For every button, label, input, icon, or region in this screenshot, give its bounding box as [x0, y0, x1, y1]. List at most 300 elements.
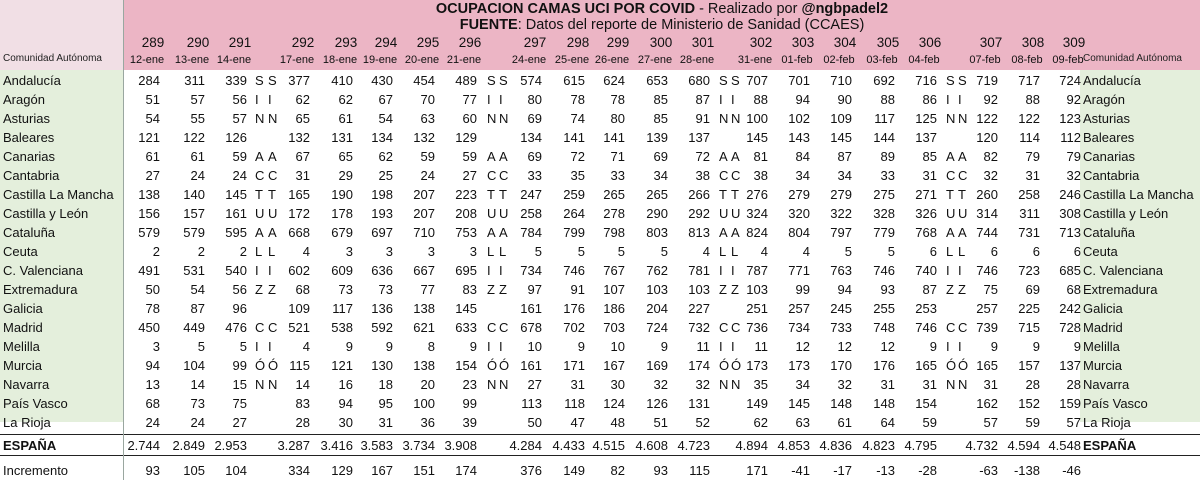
value-cell: 92: [983, 92, 998, 107]
value-cell: 27: [462, 168, 477, 183]
value-cell: 34: [653, 168, 668, 183]
column-number: 297: [523, 35, 547, 50]
table-row: [0, 71, 1200, 90]
gap-letter: Ó: [487, 358, 498, 373]
value-cell: 748: [873, 320, 895, 335]
gap-letter: Z: [487, 282, 495, 297]
gap-letter: A: [255, 149, 264, 164]
sheet-title: [124, 1, 1200, 18]
value-cell: 62: [378, 149, 393, 164]
total-separator: [0, 434, 1200, 435]
table-row: [0, 109, 1200, 128]
gap-letter: I: [731, 92, 735, 107]
value-cell: 69: [527, 149, 542, 164]
value-cell: 8: [427, 339, 435, 354]
gap-letter: U: [487, 206, 497, 221]
value-cell: 14: [295, 377, 310, 392]
value-cell: 85: [653, 111, 668, 126]
value-cell: 34: [837, 168, 852, 183]
gap-letter: S: [487, 73, 496, 88]
column-divider: [123, 0, 124, 480]
value-cell: 4: [302, 244, 310, 259]
value-cell: 67: [295, 149, 310, 164]
value-cell: 99: [795, 282, 810, 297]
gap-letter: C: [255, 320, 265, 335]
value-cell: 62: [753, 415, 768, 430]
value-cell: 103: [646, 282, 668, 297]
gap-letter: Ó: [719, 358, 730, 373]
value-cell: 61: [145, 149, 160, 164]
value-cell: 781: [688, 263, 710, 278]
value-cell: 779: [873, 225, 895, 240]
value-cell: 32: [1066, 168, 1081, 183]
gap-letter: I: [958, 92, 962, 107]
value-cell: -28: [918, 463, 937, 478]
value-cell: 538: [331, 320, 353, 335]
value-cell: 86: [922, 92, 937, 107]
value-cell: 207: [413, 206, 435, 221]
value-cell: 3: [152, 339, 160, 354]
gap-letter: N: [719, 377, 729, 392]
value-cell: 27: [527, 377, 542, 392]
row-name-right: Andalucía: [1083, 73, 1141, 88]
value-cell: 145: [225, 187, 247, 202]
value-cell: 5: [660, 244, 668, 259]
value-cell: 719: [976, 73, 998, 88]
value-cell: 59: [922, 415, 937, 430]
gap-letter: T: [255, 187, 263, 202]
value-cell: 746: [563, 263, 585, 278]
value-cell: 768: [915, 225, 937, 240]
value-cell: 94: [145, 358, 160, 373]
value-cell: 3: [385, 244, 393, 259]
value-cell: 32: [983, 168, 998, 183]
value-cell: 64: [880, 415, 895, 430]
value-cell: 77: [420, 282, 435, 297]
value-cell: 102: [788, 111, 810, 126]
value-cell: 746: [915, 320, 937, 335]
value-cell: 138: [413, 358, 435, 373]
row-name-right: Navarra: [1083, 377, 1130, 392]
value-cell: 12: [837, 339, 852, 354]
gap-letter: I: [499, 339, 503, 354]
row-name-right: C. Valenciana: [1083, 263, 1163, 278]
total-separator-bottom: [0, 455, 1200, 456]
gap-letter: U: [268, 206, 278, 221]
gap-letter: N: [958, 377, 968, 392]
value-cell: 54: [145, 111, 160, 126]
column-date: 26-ene: [594, 54, 630, 66]
value-cell: 697: [371, 225, 393, 240]
value-cell: 173: [746, 358, 768, 373]
value-cell: 734: [788, 320, 810, 335]
increment-row: [0, 461, 1200, 480]
value-cell: 10: [527, 339, 542, 354]
column-date: 02-feb: [823, 54, 855, 66]
value-cell: 193: [371, 206, 393, 221]
column-number: 293: [334, 35, 358, 50]
value-cell: 73: [190, 396, 205, 411]
value-cell: 131: [688, 396, 710, 411]
value-cell: 266: [688, 187, 710, 202]
value-cell: 104: [225, 463, 247, 478]
value-cell: 87: [190, 301, 205, 316]
value-cell: 83: [295, 396, 310, 411]
value-cell: 57: [1066, 415, 1081, 430]
value-cell: 145: [455, 301, 477, 316]
value-cell: 79: [1025, 149, 1040, 164]
gap-letter: A: [958, 149, 967, 164]
row-name-right: La Rioja: [1083, 415, 1131, 430]
row-name: Ceuta: [3, 244, 38, 259]
value-cell: 138: [413, 301, 435, 316]
gap-letter: C: [946, 168, 956, 183]
value-cell: 308: [1059, 206, 1081, 221]
row-name-right: Extremadura: [1083, 282, 1158, 297]
value-cell: 141: [563, 130, 585, 145]
value-cell: 85: [922, 149, 937, 164]
gap-letter: N: [255, 377, 265, 392]
value-cell: 117: [332, 301, 353, 316]
value-cell: 161: [225, 206, 247, 221]
value-cell: 710: [413, 225, 435, 240]
gap-letter: L: [719, 244, 727, 259]
value-cell: 271: [915, 187, 937, 202]
value-cell: 476: [225, 320, 247, 335]
row-name: Madrid: [3, 320, 43, 335]
value-cell: 12: [795, 339, 810, 354]
value-cell: 124: [603, 396, 625, 411]
value-cell: 636: [371, 263, 393, 278]
gap-letter: Z: [255, 282, 263, 297]
value-cell: 9: [1032, 339, 1040, 354]
column-date: 03-feb: [866, 54, 898, 66]
value-cell: 145: [788, 396, 810, 411]
value-cell: 88: [1025, 92, 1040, 107]
value-cell: 59: [420, 149, 435, 164]
gap-letter: Ó: [255, 358, 266, 373]
value-cell: 322: [830, 206, 852, 221]
value-cell: 724: [646, 320, 668, 335]
value-cell: 292: [688, 206, 710, 221]
value-cell: 154: [455, 358, 477, 373]
value-cell: 107: [603, 282, 625, 297]
value-cell: 34: [795, 168, 810, 183]
value-cell: 88: [753, 92, 768, 107]
column-date: 04-feb: [908, 54, 940, 66]
value-cell: 707: [746, 73, 768, 88]
row-name-right: Murcia: [1083, 358, 1123, 373]
value-cell: 9: [345, 339, 353, 354]
column-number: 303: [791, 35, 815, 50]
value-cell: 62: [338, 92, 353, 107]
table-row: [0, 147, 1200, 166]
gap-letter: T: [731, 187, 739, 202]
value-cell: 55: [190, 111, 205, 126]
sheet-source: [124, 17, 1200, 34]
value-cell: 122: [976, 111, 998, 126]
column-number: 304: [833, 35, 857, 50]
value-cell: 87: [695, 92, 710, 107]
column-number: 299: [606, 35, 630, 50]
value-cell: 24: [190, 415, 205, 430]
value-cell: 4.515: [592, 438, 625, 453]
value-cell: 129: [455, 130, 477, 145]
value-cell: 145: [830, 130, 852, 145]
value-cell: 115: [689, 463, 710, 478]
value-cell: 59: [232, 149, 247, 164]
value-cell: 4: [702, 244, 710, 259]
value-cell: 67: [378, 92, 393, 107]
value-cell: 31: [570, 377, 585, 392]
gap-letter: U: [719, 206, 729, 221]
value-cell: 25: [378, 168, 393, 183]
value-cell: 5: [197, 339, 205, 354]
value-cell: 326: [915, 206, 937, 221]
value-cell: 9: [1073, 339, 1081, 354]
value-cell: 138: [138, 187, 160, 202]
value-cell: 276: [746, 187, 768, 202]
value-cell: 75: [232, 396, 247, 411]
table-row: [0, 261, 1200, 280]
value-cell: 99: [232, 358, 247, 373]
value-cell: 137: [915, 130, 937, 145]
row-name: Cataluña: [3, 225, 56, 240]
value-cell: 245: [830, 301, 852, 316]
column-date: 07-feb: [969, 54, 1001, 66]
gap-letter: U: [255, 206, 265, 221]
value-cell: 715: [1018, 320, 1040, 335]
row-name: C. Valenciana: [3, 263, 83, 278]
value-cell: 48: [610, 415, 625, 430]
gap-letter: I: [255, 339, 259, 354]
value-cell: 633: [455, 320, 477, 335]
value-cell: 171: [746, 463, 768, 478]
value-cell: 763: [830, 263, 852, 278]
value-cell: 734: [520, 263, 542, 278]
value-cell: 246: [1059, 187, 1081, 202]
row-name: Aragón: [3, 92, 45, 107]
value-cell: 31: [295, 168, 310, 183]
gap-letter: I: [268, 263, 272, 278]
value-cell: 3: [427, 244, 435, 259]
value-cell: 39: [462, 415, 477, 430]
value-cell: 100: [413, 396, 435, 411]
gap-letter: T: [958, 187, 966, 202]
row-name-right: Melilla: [1083, 339, 1120, 354]
value-cell: -41: [791, 463, 810, 478]
value-cell: 100: [746, 111, 768, 126]
value-cell: 68: [295, 282, 310, 297]
value-cell: 9: [990, 339, 998, 354]
value-cell: 4.284: [509, 438, 542, 453]
value-cell: 154: [915, 396, 937, 411]
value-cell: 143: [788, 130, 810, 145]
value-cell: 104: [183, 358, 205, 373]
value-cell: 311: [184, 73, 205, 88]
gap-letter: A: [946, 225, 955, 240]
gap-letter: C: [255, 168, 265, 183]
value-cell: 733: [830, 320, 852, 335]
column-date: 09-feb: [1052, 54, 1084, 66]
value-cell: 79: [1066, 149, 1081, 164]
gap-letter: I: [946, 92, 950, 107]
gap-letter: I: [719, 92, 723, 107]
value-cell: 131: [331, 130, 353, 145]
value-cell: 746: [873, 263, 895, 278]
value-cell: 35: [753, 377, 768, 392]
title-author: @ngbpadel2: [801, 1, 889, 17]
value-cell: 112: [1060, 130, 1081, 145]
value-cell: 265: [603, 187, 625, 202]
gap-letter: C: [731, 320, 741, 335]
value-cell: 4.548: [1048, 438, 1081, 453]
value-cell: 521: [288, 320, 310, 335]
value-cell: 60: [462, 111, 477, 126]
gap-letter: N: [487, 111, 497, 126]
value-cell: 804: [788, 225, 810, 240]
value-cell: 73: [378, 282, 393, 297]
value-cell: 63: [420, 111, 435, 126]
value-cell: 716: [915, 73, 937, 88]
value-cell: 278: [603, 206, 625, 221]
value-cell: 28: [295, 415, 310, 430]
value-cell: 2: [239, 244, 247, 259]
value-cell: 28: [1025, 377, 1040, 392]
value-cell: 679: [331, 225, 353, 240]
value-cell: 85: [653, 92, 668, 107]
value-cell: 94: [795, 92, 810, 107]
column-number: 308: [1021, 35, 1045, 50]
value-cell: 265: [646, 187, 668, 202]
value-cell: 15: [232, 377, 247, 392]
value-cell: 148: [873, 396, 895, 411]
row-name-right: Cantabria: [1083, 168, 1140, 183]
column-number: 296: [458, 35, 482, 50]
value-cell: 609: [331, 263, 353, 278]
gap-letter: T: [499, 187, 507, 202]
value-cell: 178: [331, 206, 353, 221]
value-cell: 685: [1059, 263, 1081, 278]
value-cell: 69: [1025, 282, 1040, 297]
column-number: 309: [1062, 35, 1086, 50]
value-cell: 31: [378, 415, 393, 430]
gap-letter: C: [946, 320, 956, 335]
value-cell: 207: [413, 187, 435, 202]
value-cell: 574: [520, 73, 542, 88]
gap-letter: L: [268, 244, 276, 259]
value-cell: 710: [830, 73, 852, 88]
gap-letter: I: [487, 263, 491, 278]
value-cell: 172: [288, 206, 310, 221]
row-name: Andalucía: [3, 73, 61, 88]
value-cell: 284: [138, 73, 160, 88]
value-cell: 489: [455, 73, 477, 88]
value-cell: 157: [1018, 358, 1040, 373]
table-row: [0, 223, 1200, 242]
gap-letter: N: [268, 377, 278, 392]
value-cell: 11: [754, 339, 768, 354]
value-cell: 259: [563, 187, 585, 202]
value-cell: 799: [563, 225, 585, 240]
value-cell: 31: [922, 168, 937, 183]
table-row: [0, 280, 1200, 299]
value-cell: 4: [302, 339, 310, 354]
value-cell: 109: [288, 301, 310, 316]
value-cell: 125: [915, 111, 937, 126]
row-name-right: Baleares: [1083, 130, 1135, 145]
table-row: [0, 318, 1200, 337]
value-cell: 72: [695, 149, 710, 164]
value-cell: 123: [1059, 111, 1081, 126]
gap-letter: I: [487, 92, 491, 107]
table-row: [0, 394, 1200, 413]
column-date: 08-feb: [1011, 54, 1043, 66]
value-cell: -13: [876, 463, 895, 478]
column-number: 298: [566, 35, 590, 50]
value-cell: 81: [753, 149, 768, 164]
gap-letter: I: [487, 339, 491, 354]
gap-letter: A: [719, 149, 728, 164]
value-cell: 68: [145, 396, 160, 411]
value-cell: 602: [288, 263, 310, 278]
value-cell: 93: [145, 463, 160, 478]
value-cell: 275: [873, 187, 895, 202]
table-row: [0, 90, 1200, 109]
table-row: [0, 204, 1200, 223]
value-cell: 9: [385, 339, 393, 354]
value-cell: 92: [1066, 92, 1081, 107]
gap-letter: Z: [731, 282, 739, 297]
gap-letter: T: [268, 187, 276, 202]
row-name: Incremento: [3, 463, 69, 478]
value-cell: 667: [413, 263, 435, 278]
value-cell: 120: [976, 130, 998, 145]
value-cell: 290: [646, 206, 668, 221]
row-name: Galicia: [3, 301, 43, 316]
gap-letter: I: [268, 339, 272, 354]
value-cell: 6: [1032, 244, 1040, 259]
value-cell: 450: [138, 320, 160, 335]
gap-letter: L: [731, 244, 739, 259]
value-cell: 9: [577, 339, 585, 354]
value-cell: 334: [288, 463, 310, 478]
value-cell: 4.823: [862, 438, 895, 453]
value-cell: 2: [197, 244, 205, 259]
gap-letter: A: [958, 225, 967, 240]
value-cell: 449: [183, 320, 205, 335]
value-cell: 728: [1059, 320, 1081, 335]
value-cell: 23: [462, 377, 477, 392]
value-cell: 38: [695, 168, 710, 183]
value-cell: 4.608: [635, 438, 668, 453]
value-cell: 258: [1018, 187, 1040, 202]
gap-letter: S: [946, 73, 955, 88]
gap-letter: Z: [268, 282, 276, 297]
value-cell: 724: [1059, 73, 1081, 88]
value-cell: 126: [225, 130, 247, 145]
value-cell: 11: [696, 339, 710, 354]
gap-letter: C: [487, 168, 497, 183]
value-cell: 579: [138, 225, 160, 240]
gap-letter: N: [487, 377, 497, 392]
value-cell: 129: [331, 463, 353, 478]
gap-letter: C: [268, 320, 278, 335]
gap-letter: I: [499, 263, 503, 278]
value-cell: 2.744: [127, 438, 160, 453]
table-row: [0, 299, 1200, 318]
value-cell: 32: [653, 377, 668, 392]
